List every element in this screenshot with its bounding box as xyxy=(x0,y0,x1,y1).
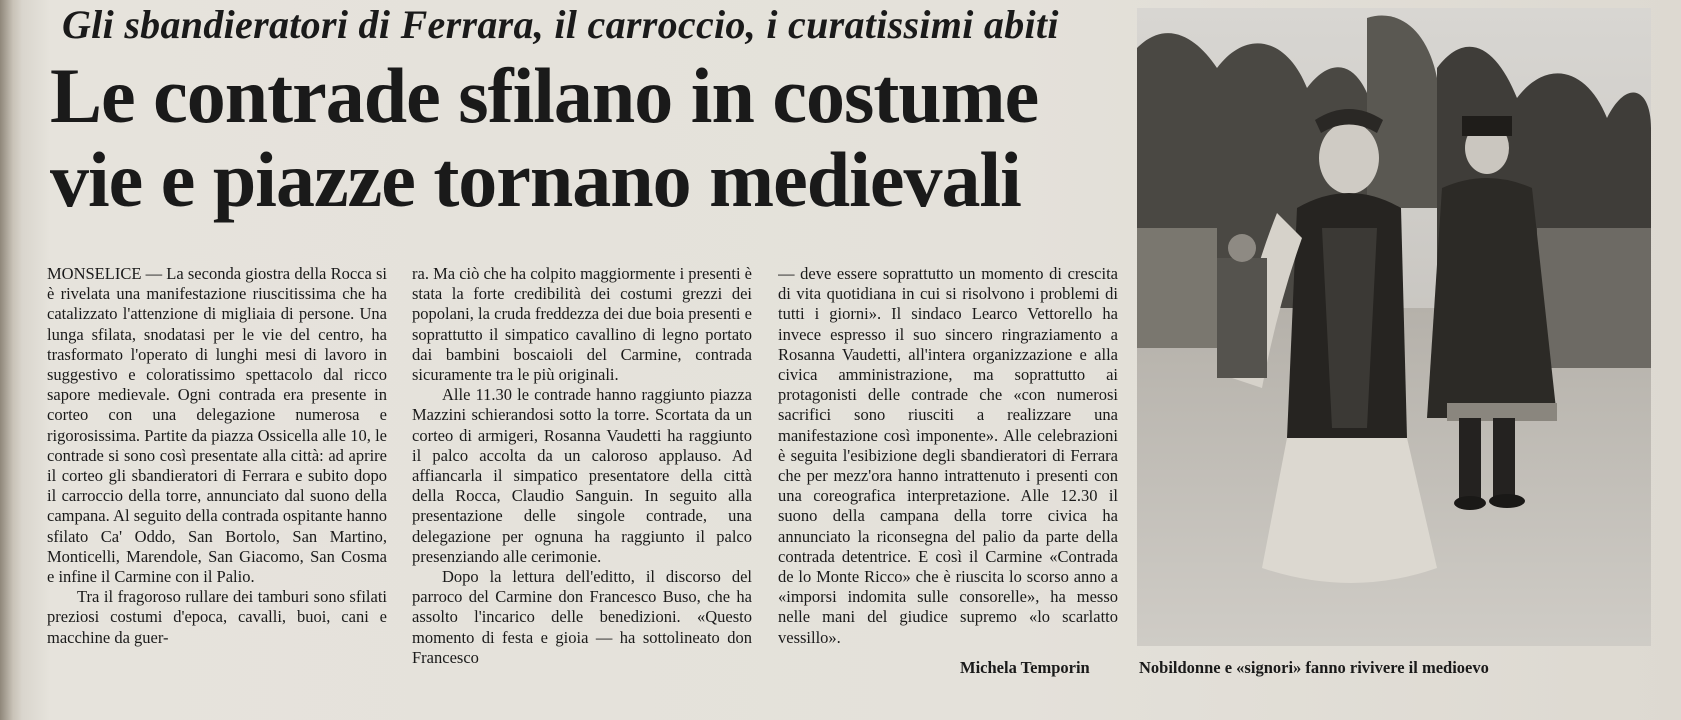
photo-caption: Nobildonne e «signori» fanno rivivere il medioevo xyxy=(1139,658,1489,677)
column-2-paragraph-1: ra. Ma ciò che ha colpito maggiormente i presenti è stata la forte credibilità dei costumi grezzi dei popolani, la cruda freddezza dei due boia presenti e soprattutto il simpatico cavallino di legno portato dai bambini boscaioli del Carmine, contrada sicuramente tra le più originali. xyxy=(412,264,752,385)
article-column-1 xyxy=(47,264,387,684)
page-fold-shadow xyxy=(0,0,22,720)
column-2-paragraph-3: Dopo la lettura dell'editto, il discorso del parroco del Carmine don Francesco Buso, che ha assolto l'incarico delle benedizioni. «Questo momento di festa e gioia — ha sottolineato don Francesco xyxy=(412,567,752,667)
column-2-paragraph-2: Alle 11.30 le contrade hanno raggiunto piazza Mazzini schierandosi sotto la torre. Scortata da un corteo di armigeri, Rosanna Vaudetti ha raggiunto il palco accolta da un caloroso applauso. Ad affiancarla il simpatico presentatore della città della Rocca, Claudio Sanguin. In seguito alla presentazione delle singole contrade, una delegazione per ognuna ha raggiunto il palco presenziando alle cerimonie. xyxy=(412,385,752,566)
headline xyxy=(50,54,1130,222)
article-column-2 xyxy=(412,264,752,684)
photo-costumed-figures xyxy=(1137,8,1651,646)
column-1-paragraph-2: Tra il fragoroso rullare dei tamburi sono sfilati preziosi costumi d'epoca, cavalli, buoi, cani e macchine da guer- xyxy=(47,587,387,647)
column-3-paragraph-1: — deve essere soprattutto un momento di crescita di vita quotidiana in cui si risolvono i problemi di tutti i giorni». Il sindaco Learco Vettorello ha invece espresso il suo sincero ringraziamento a Rosanna Vaudetti, all'intera organizzazione e alla civica amministrazione, ma soprattutto ai protagonisti delle contrade che «con numerosi sacrifici sono riusciti a realizzare una manifestazione così imponente». Alle celebrazioni è seguita l'esibizione degli sbandieratori di Ferrara che per mezz'ora hanno intrattenuto i presenti con una coreografica interpretazione. Alle 12.30 il suono della campana della torre civica ha annunciato la riconsegna del palio da parte della contrada detentrice. E così il Carmine «Contrada de lo Monte Ricco» che è riuscita lo scorso anno a «imporsi indomita sulle consorelle», ha messo nelle mani del giudice supremo «lo scarlatto vessillo». xyxy=(778,264,1118,647)
headline-line-1: Le contrade sfilano in costume xyxy=(50,52,1039,139)
headline-line-2: vie e piazze tornano medievali xyxy=(50,136,1021,223)
kicker: Gli sbandieratori di Ferrara, il carroccio, i curatissimi abiti xyxy=(62,2,1059,47)
article-photo xyxy=(1137,8,1651,646)
byline: Michela Temporin xyxy=(960,658,1090,677)
column-1-paragraph-1: MONSELICE — La seconda giostra della Rocca si è rivelata una manifestazione riuscitissima che ha catalizzato l'attenzione di migliaia di persone. Una lunga sfilata, snodatasi per le vie del centro, ha trasformato l'operato di lunghi mesi di lavoro in suggestivo e coloratissimo spettacolo dal ricco sapore medievale. Ogni contrada era presente in corteo con una delegazione numerosa e rigorosissima. Partite da piazza Ossicella alle 10, le contrade si sono così presentate alla città: ad aprire il corteo gli sbandieratori di Ferrara e subito dopo il carroccio della torre, annunciato dal suono della campana. Al seguito della contrada ospitante hanno sfilato Ca' Oddo, San Bortolo, San Martino, Monticelli, Marendole, San Giacomo, San Cosma e infine il Carmine con il Palio. xyxy=(47,264,387,587)
article-column-3 xyxy=(778,264,1118,684)
